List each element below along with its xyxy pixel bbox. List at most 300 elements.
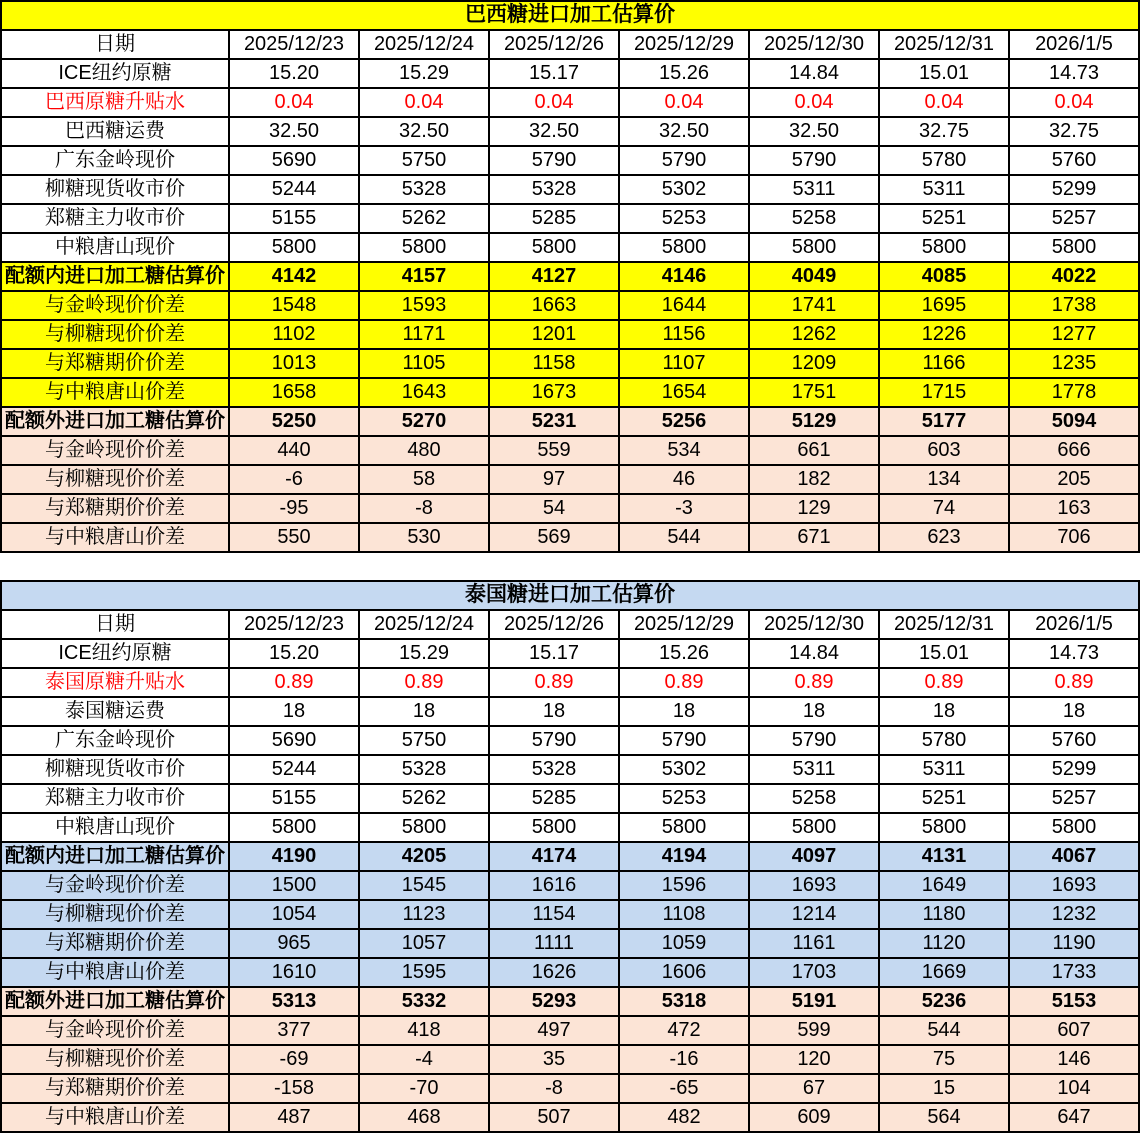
value-cell: 5285 — [489, 204, 619, 233]
value-cell: 472 — [619, 1016, 749, 1045]
value-cell: 35 — [489, 1045, 619, 1074]
value-cell: 1545 — [359, 871, 489, 900]
value-cell: 1277 — [1009, 320, 1139, 349]
value-cell: 129 — [749, 494, 879, 523]
row-label: 配额外进口加工糖估算价 — [1, 987, 229, 1016]
value-cell: 671 — [749, 523, 879, 552]
value-cell: 1703 — [749, 958, 879, 987]
value-cell: 1715 — [879, 378, 1009, 407]
value-cell: 32.50 — [749, 117, 879, 146]
value-cell: 544 — [619, 523, 749, 552]
value-cell: 54 — [489, 494, 619, 523]
value-cell: 5690 — [229, 146, 359, 175]
value-cell: 32.75 — [1009, 117, 1139, 146]
value-cell: 18 — [359, 697, 489, 726]
value-cell: 15.29 — [359, 639, 489, 668]
row-label: 与郑糖期价价差 — [1, 349, 229, 378]
value-cell: 4146 — [619, 262, 749, 291]
value-cell: 5285 — [489, 784, 619, 813]
value-cell: 5302 — [619, 175, 749, 204]
value-cell: 67 — [749, 1074, 879, 1103]
value-cell: -4 — [359, 1045, 489, 1074]
value-cell: 18 — [879, 697, 1009, 726]
value-cell: 1693 — [749, 871, 879, 900]
value-cell: 5750 — [359, 726, 489, 755]
value-cell: -95 — [229, 494, 359, 523]
value-cell: 487 — [229, 1103, 359, 1132]
date-header-cell: 2025/12/26 — [489, 610, 619, 639]
value-cell: 4097 — [749, 842, 879, 871]
table-row — [1, 320, 1139, 349]
value-cell: 18 — [749, 697, 879, 726]
date-header-cell: 2025/12/31 — [879, 30, 1009, 59]
value-cell: 4142 — [229, 262, 359, 291]
date-header-cell: 2025/12/30 — [749, 610, 879, 639]
value-cell: 0.89 — [749, 668, 879, 697]
value-cell: 5790 — [619, 726, 749, 755]
table-title: 巴西糖进口加工估算价 — [1, 1, 1139, 30]
row-label: 与中粮唐山价差 — [1, 523, 229, 552]
value-cell: 5302 — [619, 755, 749, 784]
value-cell: 5129 — [749, 407, 879, 436]
row-label: 与柳糖现价价差 — [1, 1045, 229, 1074]
table-row — [1, 639, 1139, 668]
value-cell: 14.84 — [749, 59, 879, 88]
table-row — [1, 436, 1139, 465]
row-label: 中粮唐山现价 — [1, 233, 229, 262]
row-label: 与柳糖现价价差 — [1, 465, 229, 494]
value-cell: 0.04 — [749, 88, 879, 117]
value-cell: 1695 — [879, 291, 1009, 320]
value-cell: 15.26 — [619, 639, 749, 668]
value-cell: 661 — [749, 436, 879, 465]
value-cell: 0.89 — [1009, 668, 1139, 697]
value-cell: 4067 — [1009, 842, 1139, 871]
value-cell: 5760 — [1009, 726, 1139, 755]
value-cell: 5155 — [229, 784, 359, 813]
table-row — [1, 407, 1139, 436]
value-cell: -8 — [489, 1074, 619, 1103]
value-cell: 1057 — [359, 929, 489, 958]
value-cell: 1105 — [359, 349, 489, 378]
date-header-cell: 2026/1/5 — [1009, 30, 1139, 59]
row-label: 与中粮唐山价差 — [1, 1103, 229, 1132]
value-cell: 5800 — [229, 813, 359, 842]
value-cell: 15 — [879, 1074, 1009, 1103]
value-cell: 4190 — [229, 842, 359, 871]
value-cell: 1120 — [879, 929, 1009, 958]
table-separator — [0, 553, 1140, 580]
value-cell: 1654 — [619, 378, 749, 407]
value-cell: 0.04 — [1009, 88, 1139, 117]
value-cell: 5760 — [1009, 146, 1139, 175]
value-cell: 5790 — [489, 146, 619, 175]
value-cell: 5328 — [489, 755, 619, 784]
value-cell: 1013 — [229, 349, 359, 378]
value-cell: 5311 — [879, 175, 1009, 204]
value-cell: 5244 — [229, 175, 359, 204]
value-cell: 5251 — [879, 784, 1009, 813]
table-row — [1, 871, 1139, 900]
value-cell: 1616 — [489, 871, 619, 900]
date-row-label: 日期 — [1, 610, 229, 639]
value-cell: 1059 — [619, 929, 749, 958]
table-row — [1, 842, 1139, 871]
value-cell: 1596 — [619, 871, 749, 900]
value-cell: 1156 — [619, 320, 749, 349]
value-cell: 559 — [489, 436, 619, 465]
value-cell: 497 — [489, 1016, 619, 1045]
value-cell: 58 — [359, 465, 489, 494]
row-label: 郑糖主力收市价 — [1, 204, 229, 233]
value-cell: 120 — [749, 1045, 879, 1074]
row-label: 与金岭现价价差 — [1, 871, 229, 900]
value-cell: 5790 — [619, 146, 749, 175]
row-label: 与柳糖现价价差 — [1, 320, 229, 349]
value-cell: 32.75 — [879, 117, 1009, 146]
row-label: 与金岭现价价差 — [1, 436, 229, 465]
value-cell: 647 — [1009, 1103, 1139, 1132]
value-cell: 5800 — [619, 813, 749, 842]
table-row — [1, 59, 1139, 88]
row-label: 配额内进口加工糖估算价 — [1, 262, 229, 291]
value-cell: 544 — [879, 1016, 1009, 1045]
table-row — [1, 958, 1139, 987]
date-row-label: 日期 — [1, 30, 229, 59]
value-cell: -6 — [229, 465, 359, 494]
value-cell: 18 — [1009, 697, 1139, 726]
brazil-sugar-price-table — [0, 0, 1140, 553]
value-cell: -8 — [359, 494, 489, 523]
value-cell: 569 — [489, 523, 619, 552]
value-cell: 377 — [229, 1016, 359, 1045]
value-cell: 4205 — [359, 842, 489, 871]
date-header-row — [1, 30, 1139, 59]
value-cell: 5153 — [1009, 987, 1139, 1016]
table-row — [1, 175, 1139, 204]
value-cell: 5299 — [1009, 175, 1139, 204]
value-cell: 5800 — [879, 233, 1009, 262]
value-cell: 1226 — [879, 320, 1009, 349]
row-label: 与郑糖期价价差 — [1, 929, 229, 958]
value-cell: 1190 — [1009, 929, 1139, 958]
row-label: 泰国原糖升贴水 — [1, 668, 229, 697]
value-cell: 1262 — [749, 320, 879, 349]
value-cell: 5780 — [879, 726, 1009, 755]
value-cell: 0.89 — [879, 668, 1009, 697]
row-label: ICE纽约原糖 — [1, 639, 229, 668]
value-cell: 607 — [1009, 1016, 1139, 1045]
value-cell: 5244 — [229, 755, 359, 784]
value-cell: 5250 — [229, 407, 359, 436]
table-row — [1, 88, 1139, 117]
value-cell: 666 — [1009, 436, 1139, 465]
value-cell: 1161 — [749, 929, 879, 958]
value-cell: 18 — [619, 697, 749, 726]
value-cell: 14.84 — [749, 639, 879, 668]
value-cell: 0.89 — [359, 668, 489, 697]
value-cell: 1658 — [229, 378, 359, 407]
row-label: 与郑糖期价价差 — [1, 494, 229, 523]
value-cell: 4022 — [1009, 262, 1139, 291]
table-row — [1, 900, 1139, 929]
value-cell: 1610 — [229, 958, 359, 987]
thailand-sugar-price-table — [0, 580, 1140, 1133]
value-cell: 4127 — [489, 262, 619, 291]
value-cell: 32.50 — [229, 117, 359, 146]
value-cell: 97 — [489, 465, 619, 494]
value-cell: 5270 — [359, 407, 489, 436]
value-cell: 0.89 — [489, 668, 619, 697]
value-cell: 1741 — [749, 291, 879, 320]
value-cell: 5800 — [359, 233, 489, 262]
date-header-cell: 2025/12/30 — [749, 30, 879, 59]
date-header-cell: 2025/12/29 — [619, 30, 749, 59]
value-cell: 1171 — [359, 320, 489, 349]
value-cell: 205 — [1009, 465, 1139, 494]
value-cell: 1108 — [619, 900, 749, 929]
value-cell: 5790 — [749, 146, 879, 175]
value-cell: 5800 — [489, 813, 619, 842]
value-cell: 534 — [619, 436, 749, 465]
value-cell: 0.04 — [879, 88, 1009, 117]
value-cell: 5236 — [879, 987, 1009, 1016]
value-cell: 1548 — [229, 291, 359, 320]
row-label: 柳糖现货收市价 — [1, 755, 229, 784]
table-row — [1, 1074, 1139, 1103]
value-cell: 15.26 — [619, 59, 749, 88]
row-label: ICE纽约原糖 — [1, 59, 229, 88]
value-cell: 0.04 — [619, 88, 749, 117]
value-cell: 418 — [359, 1016, 489, 1045]
value-cell: 5690 — [229, 726, 359, 755]
value-cell: 1111 — [489, 929, 619, 958]
table-row — [1, 146, 1139, 175]
value-cell: 965 — [229, 929, 359, 958]
row-label: 与金岭现价价差 — [1, 291, 229, 320]
value-cell: 5790 — [749, 726, 879, 755]
value-cell: 5800 — [1009, 813, 1139, 842]
row-label: 巴西原糖升贴水 — [1, 88, 229, 117]
value-cell: 1054 — [229, 900, 359, 929]
value-cell: 5191 — [749, 987, 879, 1016]
row-label: 广东金岭现价 — [1, 726, 229, 755]
value-cell: 1235 — [1009, 349, 1139, 378]
row-label: 广东金岭现价 — [1, 146, 229, 175]
value-cell: 706 — [1009, 523, 1139, 552]
value-cell: 5800 — [879, 813, 1009, 842]
table-row — [1, 523, 1139, 552]
table-row — [1, 494, 1139, 523]
value-cell: 1123 — [359, 900, 489, 929]
value-cell: 46 — [619, 465, 749, 494]
row-label: 与金岭现价价差 — [1, 1016, 229, 1045]
value-cell: 599 — [749, 1016, 879, 1045]
table-row — [1, 291, 1139, 320]
row-label: 与中粮唐山价差 — [1, 378, 229, 407]
value-cell: 468 — [359, 1103, 489, 1132]
value-cell: 440 — [229, 436, 359, 465]
value-cell: 5177 — [879, 407, 1009, 436]
date-header-cell: 2025/12/23 — [229, 30, 359, 59]
value-cell: 4157 — [359, 262, 489, 291]
date-header-cell: 2025/12/23 — [229, 610, 359, 639]
value-cell: 5311 — [749, 755, 879, 784]
value-cell: 15.17 — [489, 59, 619, 88]
row-label: 郑糖主力收市价 — [1, 784, 229, 813]
value-cell: 507 — [489, 1103, 619, 1132]
value-cell: 15.20 — [229, 639, 359, 668]
value-cell: 1751 — [749, 378, 879, 407]
value-cell: 1595 — [359, 958, 489, 987]
value-cell: 5313 — [229, 987, 359, 1016]
value-cell: 1232 — [1009, 900, 1139, 929]
value-cell: 1673 — [489, 378, 619, 407]
value-cell: 74 — [879, 494, 1009, 523]
value-cell: 5258 — [749, 204, 879, 233]
value-cell: 4085 — [879, 262, 1009, 291]
value-cell: 1158 — [489, 349, 619, 378]
value-cell: 609 — [749, 1103, 879, 1132]
value-cell: 32.50 — [359, 117, 489, 146]
table-row — [1, 813, 1139, 842]
row-label: 配额外进口加工糖估算价 — [1, 407, 229, 436]
value-cell: 146 — [1009, 1045, 1139, 1074]
row-label: 巴西糖运费 — [1, 117, 229, 146]
row-label: 与柳糖现价价差 — [1, 900, 229, 929]
row-label: 柳糖现货收市价 — [1, 175, 229, 204]
value-cell: 5800 — [1009, 233, 1139, 262]
value-cell: 5253 — [619, 204, 749, 233]
value-cell: 530 — [359, 523, 489, 552]
value-cell: 15.20 — [229, 59, 359, 88]
table-row — [1, 378, 1139, 407]
table-row — [1, 755, 1139, 784]
value-cell: 4174 — [489, 842, 619, 871]
value-cell: 0.04 — [359, 88, 489, 117]
row-label: 与中粮唐山价差 — [1, 958, 229, 987]
value-cell: 15.01 — [879, 59, 1009, 88]
value-cell: 14.73 — [1009, 639, 1139, 668]
value-cell: 5256 — [619, 407, 749, 436]
value-cell: 1693 — [1009, 871, 1139, 900]
value-cell: 1626 — [489, 958, 619, 987]
value-cell: 0.04 — [489, 88, 619, 117]
value-cell: 104 — [1009, 1074, 1139, 1103]
row-label: 配额内进口加工糖估算价 — [1, 842, 229, 871]
value-cell: -3 — [619, 494, 749, 523]
table-row — [1, 204, 1139, 233]
table-row — [1, 726, 1139, 755]
value-cell: 32.50 — [619, 117, 749, 146]
value-cell: 5155 — [229, 204, 359, 233]
value-cell: 5258 — [749, 784, 879, 813]
value-cell: 134 — [879, 465, 1009, 494]
value-cell: 1778 — [1009, 378, 1139, 407]
value-cell: 480 — [359, 436, 489, 465]
value-cell: 5800 — [229, 233, 359, 262]
value-cell: 1180 — [879, 900, 1009, 929]
date-header-cell: 2025/12/24 — [359, 30, 489, 59]
value-cell: 1201 — [489, 320, 619, 349]
table-row — [1, 697, 1139, 726]
value-cell: -158 — [229, 1074, 359, 1103]
date-header-row — [1, 610, 1139, 639]
value-cell: 5328 — [489, 175, 619, 204]
value-cell: 5780 — [879, 146, 1009, 175]
table-row — [1, 784, 1139, 813]
table-title-row — [1, 581, 1139, 610]
value-cell: 5800 — [619, 233, 749, 262]
value-cell: 5262 — [359, 784, 489, 813]
table-row — [1, 1045, 1139, 1074]
value-cell: 5231 — [489, 407, 619, 436]
value-cell: 1166 — [879, 349, 1009, 378]
date-header-cell: 2025/12/24 — [359, 610, 489, 639]
value-cell: 5311 — [749, 175, 879, 204]
table-row — [1, 668, 1139, 697]
value-cell: 1669 — [879, 958, 1009, 987]
value-cell: 5262 — [359, 204, 489, 233]
value-cell: 1102 — [229, 320, 359, 349]
value-cell: 5251 — [879, 204, 1009, 233]
table-row — [1, 1103, 1139, 1132]
value-cell: 14.73 — [1009, 59, 1139, 88]
value-cell: -16 — [619, 1045, 749, 1074]
value-cell: 182 — [749, 465, 879, 494]
value-cell: 1209 — [749, 349, 879, 378]
row-label: 泰国糖运费 — [1, 697, 229, 726]
value-cell: 1500 — [229, 871, 359, 900]
value-cell: 75 — [879, 1045, 1009, 1074]
value-cell: 5311 — [879, 755, 1009, 784]
value-cell: 0.89 — [619, 668, 749, 697]
value-cell: 1593 — [359, 291, 489, 320]
value-cell: 32.50 — [489, 117, 619, 146]
value-cell: 5257 — [1009, 204, 1139, 233]
value-cell: 4049 — [749, 262, 879, 291]
value-cell: 15.29 — [359, 59, 489, 88]
value-cell: 1107 — [619, 349, 749, 378]
table-title-row — [1, 1, 1139, 30]
table-row — [1, 465, 1139, 494]
value-cell: 1606 — [619, 958, 749, 987]
value-cell: 18 — [489, 697, 619, 726]
date-header-cell: 2026/1/5 — [1009, 610, 1139, 639]
table-row — [1, 987, 1139, 1016]
value-cell: 1643 — [359, 378, 489, 407]
date-header-cell: 2025/12/29 — [619, 610, 749, 639]
value-cell: 1214 — [749, 900, 879, 929]
value-cell: 5800 — [749, 813, 879, 842]
row-label: 与郑糖期价价差 — [1, 1074, 229, 1103]
value-cell: 1733 — [1009, 958, 1139, 987]
value-cell: 1644 — [619, 291, 749, 320]
date-header-cell: 2025/12/31 — [879, 610, 1009, 639]
value-cell: 15.17 — [489, 639, 619, 668]
value-cell: -70 — [359, 1074, 489, 1103]
value-cell: 4131 — [879, 842, 1009, 871]
value-cell: 5094 — [1009, 407, 1139, 436]
table-row — [1, 262, 1139, 291]
value-cell: 5800 — [749, 233, 879, 262]
table-row — [1, 929, 1139, 958]
value-cell: 18 — [229, 697, 359, 726]
table-row — [1, 1016, 1139, 1045]
value-cell: 5253 — [619, 784, 749, 813]
table-row — [1, 233, 1139, 262]
value-cell: 5318 — [619, 987, 749, 1016]
